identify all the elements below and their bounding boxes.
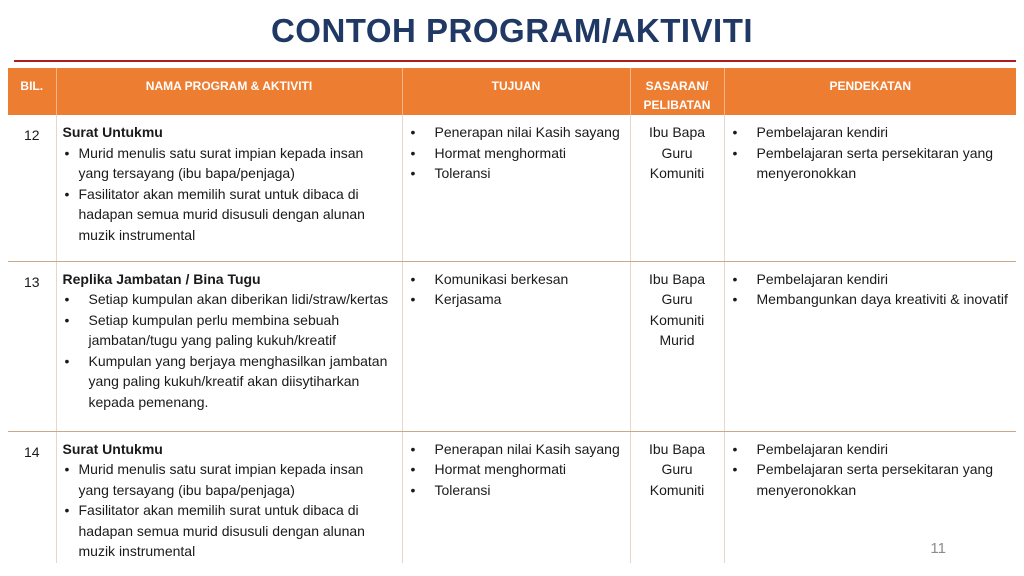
sasaran-item: Komuniti — [649, 311, 705, 328]
pendekatan-item: • Pembelajaran kendiri — [731, 269, 1011, 290]
activity-item: • Murid menulis satu surat impian kepada insan yang tersayang (ibu bapa/penjaga) — [63, 459, 396, 500]
tujuan-item: • Komunikasi berkesan — [409, 269, 624, 290]
sasaran-item: Guru — [661, 291, 693, 307]
program-name: Surat Untukmu — [62, 440, 163, 457]
sasaran-item: Komuniti — [649, 481, 705, 498]
activity-item: • Kumpulan yang berjaya menghasilkan jambatan yang paling kukuh/kreatif akan diisytiharkan kepada pemenang. — [63, 351, 396, 413]
table-row — [8, 115, 1016, 261]
pendekatan-item: • Pembelajaran serta persekitaran yang menyeronokkan — [731, 143, 1011, 184]
activity-item: • Fasilitator akan memilih surat untuk dibaca di hadapan semua murid disusuli dengan alunan muzik instrumental — [63, 184, 396, 246]
table-row — [8, 431, 1016, 563]
row-pendekatan — [724, 261, 1016, 431]
program-name: Surat Untukmu — [62, 124, 163, 140]
activity-item: • Setiap kumpulan perlu membina sebuah jambatan/tugu yang paling kukuh/kreatif — [63, 310, 396, 351]
tujuan-item: • Penerapan nilai Kasih sayang — [409, 122, 624, 143]
row-program — [56, 261, 402, 431]
tujuan-list — [409, 439, 624, 501]
tujuan-list — [409, 269, 624, 310]
header-pendekatan: PENDEKATAN — [724, 68, 1016, 115]
page-title: CONTOH PROGRAM/AKTIVITI — [270, 12, 754, 49]
sasaran-item: Murid — [659, 332, 695, 348]
row-tujuan — [402, 261, 630, 431]
pendekatan-list — [731, 439, 1011, 501]
header-nama: NAMA PROGRAM & AKTIVITI — [56, 68, 402, 115]
row-tujuan — [402, 115, 630, 261]
activity-item: • Fasilitator akan memilih surat untuk dibaca di hadapan semua murid disusuli dengan alunan muzik instrumental — [63, 500, 396, 562]
pendekatan-item: • Membangunkan daya kreativiti & inovatif — [731, 289, 1011, 310]
tujuan-item: • Hormat menghormati — [409, 143, 624, 164]
tujuan-item: • Penerapan nilai Kasih sayang — [409, 439, 624, 460]
activity-list — [63, 459, 396, 562]
pendekatan-list — [731, 269, 1011, 310]
tujuan-list — [409, 122, 624, 184]
pendekatan-item: • Pembelajaran kendiri — [731, 122, 1011, 143]
sasaran-item: Ibu Bapa — [648, 124, 706, 140]
header-sasaran-line2: PELIBATAN — [643, 98, 711, 112]
sasaran-item: Ibu Bapa — [648, 440, 706, 457]
row-bil: 14 — [23, 443, 40, 460]
tujuan-item: • Hormat menghormati — [409, 459, 624, 480]
activity-list — [63, 289, 396, 412]
table-row — [8, 261, 1016, 431]
header-sasaran — [630, 68, 724, 115]
sasaran-item: Komuniti — [649, 165, 705, 181]
row-bil: 12 — [8, 115, 56, 261]
table-header-row — [8, 68, 1016, 115]
pendekatan-item: • Pembelajaran kendiri — [731, 439, 1011, 460]
header-tujuan: TUJUAN — [402, 68, 630, 115]
row-program — [56, 431, 402, 563]
sasaran-item: Ibu Bapa — [648, 270, 706, 287]
activity-item: • Setiap kumpulan akan diberikan lidi/straw/kertas — [63, 289, 396, 310]
activity-list — [63, 143, 396, 246]
program-table — [8, 68, 1016, 563]
title-underline — [14, 60, 1016, 62]
tujuan-item: • Kerjasama — [409, 289, 624, 310]
pendekatan-item: • Pembelajaran serta persekitaran yang menyeronokkan — [731, 459, 1011, 500]
tujuan-item: • Toleransi — [409, 480, 624, 501]
row-pendekatan — [724, 115, 1016, 261]
header-bil: BIL. — [8, 68, 56, 115]
row-sasaran — [630, 115, 724, 261]
program-name: Replika Jambatan / Bina Tugu — [62, 270, 261, 287]
pendekatan-list — [731, 122, 1011, 184]
row-bil: 13 — [8, 261, 56, 431]
row-sasaran — [630, 261, 724, 431]
tujuan-item: • Toleransi — [409, 163, 624, 184]
row-program — [56, 115, 402, 261]
sasaran-item: Guru — [661, 144, 693, 161]
activity-item: • Murid menulis satu surat impian kepada insan yang tersayang (ibu bapa/penjaga) — [63, 143, 396, 184]
header-sasaran-line1: SASARAN/ — [645, 79, 709, 93]
row-sasaran — [630, 431, 724, 563]
row-pendekatan — [724, 431, 1016, 563]
sasaran-item: Guru — [661, 461, 693, 477]
page-number: 11 — [930, 540, 946, 557]
row-tujuan — [402, 431, 630, 563]
